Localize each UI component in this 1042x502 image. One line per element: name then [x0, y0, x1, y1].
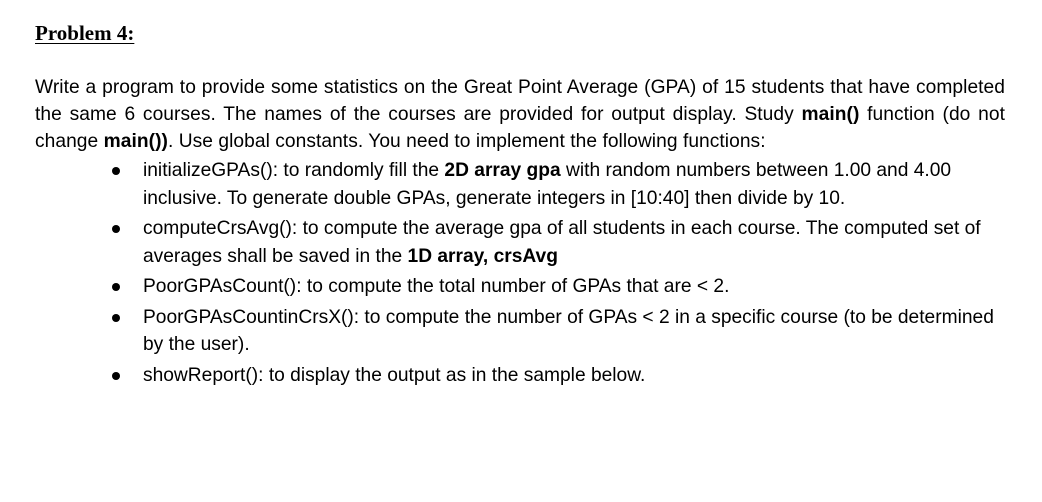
problem-title: Problem 4: — [35, 21, 135, 45]
bullet-text-pre: PoorGPAsCountinCrsX(): to compute the number of GPAs < 2 in a specific course (to be determined by the user). — [143, 306, 994, 355]
intro-text-3: . Use global constants. You need to implement the following functions: — [167, 131, 766, 152]
bullet-icon — [112, 225, 120, 233]
bullet-text-pre: initializeGPAs(): to randomly fill the — [143, 160, 445, 181]
function-list — [35, 157, 1005, 389]
bullet-icon — [112, 167, 120, 175]
list-item — [35, 157, 1005, 212]
intro-bold-main: main() — [801, 104, 860, 125]
bullet-text-pre: showReport(): to display the output as in the sample below. — [143, 364, 646, 386]
bullet-text-pre: PoorGPAsCount(): to compute the total number of GPAs that are < 2. — [143, 276, 730, 297]
document-page — [35, 18, 1005, 392]
intro-text-1: Write a program to provide some statistics on the Great Point Average (GPA) of 15 students that have completed the same 6 courses. The names of the courses are provided for output display. Study — [35, 77, 1005, 125]
list-item — [35, 304, 1005, 359]
bullet-text-post: with random numbers between 1.00 and 4.00 inclusive. To generate double GPAs, generate integers in [10:40] then divide by 10. — [143, 160, 952, 209]
bullet-text-bold: 2D array gpa — [444, 160, 561, 181]
list-item — [35, 273, 1005, 301]
bullet-icon — [112, 314, 120, 322]
intro-bold-main-2: main()) — [103, 131, 168, 152]
intro-paragraph — [35, 74, 1005, 155]
bullet-icon — [112, 372, 120, 380]
intro-text-2: function (do not change — [35, 104, 1005, 152]
bullet-text-pre: computeCrsAvg(): to compute the average gpa of all students in each course. The computed set of averages shall be saved in the — [143, 218, 981, 267]
list-item — [35, 362, 1005, 390]
bullet-icon — [112, 283, 120, 291]
bullet-text-bold: 1D array, crsAvg — [407, 245, 558, 267]
list-item — [35, 215, 1005, 270]
